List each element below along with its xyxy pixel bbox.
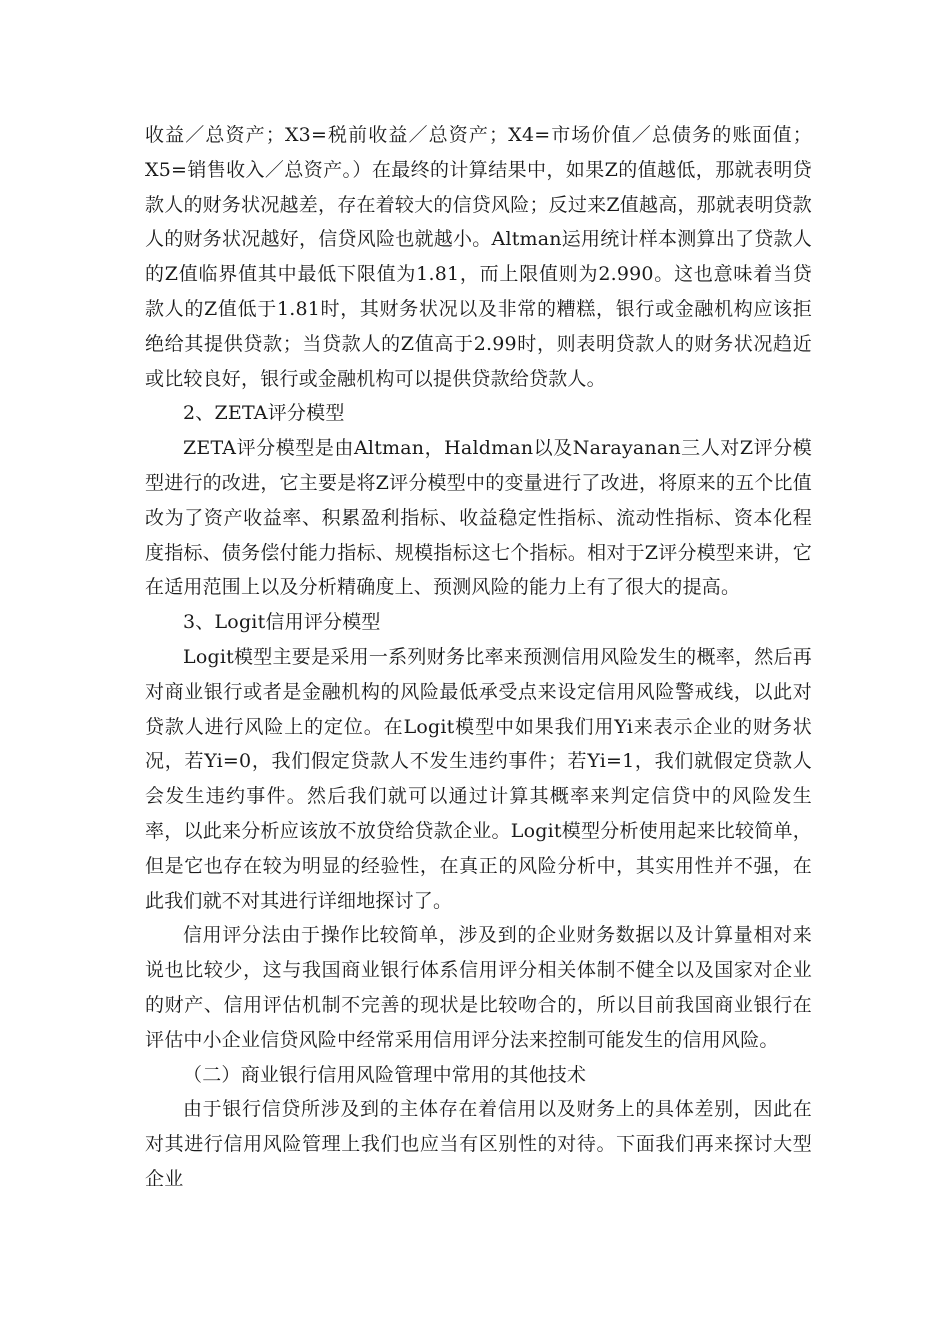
heading-zeta-model: 2、ZETA评分模型 [183,402,345,425]
document-body [145,118,812,1197]
paragraph-zeta-model: ZETA评分模型是由Altman，Haldman以及Narayanan三人对Z评分模型进行的改进，它主要是将Z评分模型中的变量进行了改进，将原来的五个比值改为了资产收益率、积累盈利指标、收益稳定性指标、流动性指标、资本化程度指标、债务偿付能力指标、规模指标这七个指标。相对于Z评分模型来讲，它在适用范围上以及分析精确度上、预测风险的能力上有了很大的提高。 [145,437,812,599]
heading-logit-model: 3、Logit信用评分模型 [183,611,381,634]
paragraph-logit-model: Logit模型主要是采用一系列财务比率来预测信用风险发生的概率，然后再对商业银行或者是金融机构的风险最低承受点来设定信用风险警戒线，以此对贷款人进行风险上的定位。在Logit模型中如果我们用Yi来表示企业的财务状况，若Yi=0，我们假定贷款人不发生违约事件；若Yi=1，我们就假定贷款人会发生违约事件。然后我们就可以通过计算其概率来判定信贷中的风险发生率，以此来分析应该放不放贷给贷款企业。Logit模型分析使用起来比较简单，但是它也存在较为明显的经验性，在真正的风险分析中，其实用性并不强，在此我们就不对其进行详细地探讨了。 [145,645,812,912]
paragraph-z-score-continued: 收益／总资产；X3=税前收益／总资产；X4=市场价值／总债务的账面值；X5=销售收入／总资产。）在最终的计算结果中，如果Z的值越低，那就表明贷款人的财务状况越差，存在着较大的信贷风险；反过来Z值越高，那就表明贷款人的财务状况越好，信贷风险也就越小。Altman运用统计样本测算出了贷款人的Z值临界值其中最低下限值为1.81，而上限值则为2.990。这也意味着当贷款人的Z值低于1.81时，其财务状况以及非常的糟糕，银行或金融机构应该拒绝给其提供贷款；当贷款人的Z值高于2.99时，则表明贷款人的财务状况趋近或比较良好，银行或金融机构可以提供贷款给贷款人。 [145,124,812,390]
paragraph-credit-scoring-summary: 信用评分法由于操作比较简单，涉及到的企业财务数据以及计算量相对来说也比较少，这与我国商业银行体系信用评分相关体制不健全以及国家对企业的财产、信用评估机制不完善的现状是比较吻合的，所以目前我国商业银行在评估中小企业信贷风险中经常采用信用评分法来控制可能发生的信用风险。 [145,924,812,1051]
paragraph-other-techniques: 由于银行信贷所涉及到的主体存在着信用以及财务上的具体差别，因此在对其进行信用风险管理上我们也应当有区别性的对待。下面我们再来探讨大型企业 [145,1098,812,1190]
heading-other-techniques: （二）商业银行信用风险管理中常用的其他技术 [183,1063,587,1086]
